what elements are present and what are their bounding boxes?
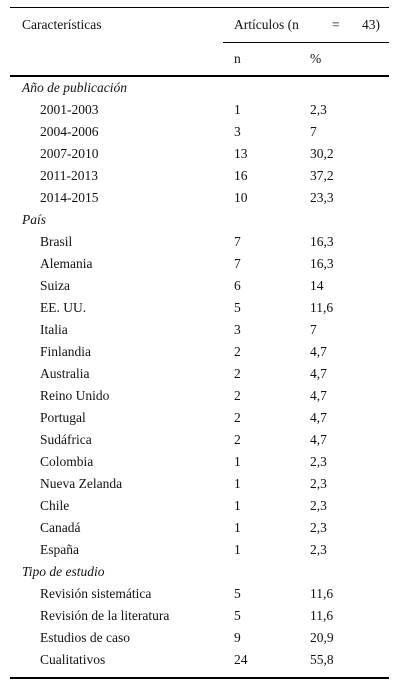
row-label: Suiza bbox=[40, 278, 70, 293]
row-label: España bbox=[40, 542, 79, 557]
section-row bbox=[10, 561, 389, 583]
table-row bbox=[10, 473, 389, 495]
row-label: Sudáfrica bbox=[40, 432, 92, 447]
row-n: 2 bbox=[234, 344, 241, 359]
row-label: 2014-2015 bbox=[40, 190, 99, 205]
row-pct: 30,2 bbox=[310, 146, 334, 161]
table-row bbox=[10, 253, 389, 275]
table-bottom-rule bbox=[10, 677, 389, 679]
table-row bbox=[10, 539, 389, 561]
section-title: País bbox=[22, 212, 47, 227]
row-n: 16 bbox=[234, 168, 248, 183]
section-title: Tipo de estudio bbox=[22, 564, 105, 579]
row-pct: 4,7 bbox=[310, 432, 327, 447]
row-pct: 37,2 bbox=[310, 168, 334, 183]
row-pct: 16,3 bbox=[310, 256, 334, 271]
row-n: 1 bbox=[234, 476, 241, 491]
table-row bbox=[10, 341, 389, 363]
row-n: 24 bbox=[234, 652, 248, 667]
row-n: 7 bbox=[234, 256, 241, 271]
row-pct: 14 bbox=[310, 278, 324, 293]
row-label: Portugal bbox=[40, 410, 86, 425]
row-n: 6 bbox=[234, 278, 241, 293]
row-n: 1 bbox=[234, 542, 241, 557]
row-pct: 4,7 bbox=[310, 410, 327, 425]
table-row bbox=[10, 187, 389, 209]
row-label: Nueva Zelanda bbox=[40, 476, 123, 491]
table-body bbox=[10, 77, 389, 671]
row-pct: 2,3 bbox=[310, 498, 327, 513]
row-pct: 4,7 bbox=[310, 388, 327, 403]
row-n: 1 bbox=[234, 102, 241, 117]
table-row bbox=[10, 517, 389, 539]
row-n: 1 bbox=[234, 454, 241, 469]
row-label: Cualitativos bbox=[40, 652, 106, 667]
row-n: 3 bbox=[234, 322, 241, 337]
row-pct: 2,3 bbox=[310, 454, 327, 469]
table-row bbox=[10, 429, 389, 451]
table-row bbox=[10, 385, 389, 407]
row-n: 10 bbox=[234, 190, 248, 205]
row-label: Colombia bbox=[40, 454, 94, 469]
row-pct: 2,3 bbox=[310, 102, 327, 117]
row-pct: 11,6 bbox=[310, 586, 334, 601]
row-n: 2 bbox=[234, 432, 241, 447]
row-n: 2 bbox=[234, 410, 241, 425]
row-pct: 2,3 bbox=[310, 476, 327, 491]
row-n: 2 bbox=[234, 388, 241, 403]
table-row bbox=[10, 275, 389, 297]
section-title: Año de publicación bbox=[22, 80, 127, 95]
header-n: n bbox=[234, 51, 241, 66]
row-n: 9 bbox=[234, 630, 241, 645]
table-row bbox=[10, 99, 389, 121]
row-label: 2001-2003 bbox=[40, 102, 99, 117]
table-row bbox=[10, 649, 389, 671]
row-pct: 4,7 bbox=[310, 344, 327, 359]
header-articles-label: Artículos (n bbox=[234, 17, 299, 32]
row-pct: 4,7 bbox=[310, 366, 327, 381]
row-pct: 11,6 bbox=[310, 608, 334, 623]
row-n: 7 bbox=[234, 234, 241, 249]
row-n: 3 bbox=[234, 124, 241, 139]
row-label: Revisión sistemática bbox=[40, 586, 152, 601]
section-row bbox=[10, 77, 389, 99]
table-subheader-row bbox=[10, 43, 389, 75]
row-label: Chile bbox=[40, 498, 70, 513]
row-n: 2 bbox=[234, 366, 241, 381]
row-n: 5 bbox=[234, 300, 241, 315]
row-label: Revisión de la literatura bbox=[40, 608, 170, 623]
row-pct: 55,8 bbox=[310, 652, 334, 667]
row-label: Alemania bbox=[40, 256, 93, 271]
row-pct: 2,3 bbox=[310, 520, 327, 535]
row-label: 2007-2010 bbox=[40, 146, 99, 161]
row-n: 13 bbox=[234, 146, 248, 161]
row-pct: 11,6 bbox=[310, 300, 334, 315]
row-label: Australia bbox=[40, 366, 90, 381]
header-articles-total: 43) bbox=[362, 17, 380, 32]
row-pct: 16,3 bbox=[310, 234, 334, 249]
row-n: 5 bbox=[234, 608, 241, 623]
section-row bbox=[10, 209, 389, 231]
row-label: 2011-2013 bbox=[40, 168, 98, 183]
row-pct: 2,3 bbox=[310, 542, 327, 557]
table-row bbox=[10, 297, 389, 319]
row-pct: 20,9 bbox=[310, 630, 334, 645]
table-row bbox=[10, 143, 389, 165]
row-pct: 7 bbox=[310, 124, 317, 139]
header-pct: % bbox=[310, 51, 322, 66]
table-row bbox=[10, 231, 389, 253]
table-row bbox=[10, 451, 389, 473]
table-row bbox=[10, 319, 389, 341]
row-label: Reino Unido bbox=[40, 388, 110, 403]
table-row bbox=[10, 495, 389, 517]
row-n: 5 bbox=[234, 586, 241, 601]
header-articles bbox=[234, 8, 380, 42]
table-row bbox=[10, 165, 389, 187]
row-label: Canadá bbox=[40, 520, 81, 535]
table-row bbox=[10, 407, 389, 429]
row-label: Brasil bbox=[40, 234, 73, 249]
row-n: 1 bbox=[234, 498, 241, 513]
table-row bbox=[10, 605, 389, 627]
row-label: 2004-2006 bbox=[40, 124, 99, 139]
table-header-row bbox=[10, 8, 389, 42]
table-row bbox=[10, 627, 389, 649]
row-label: Finlandia bbox=[40, 344, 91, 359]
row-n: 1 bbox=[234, 520, 241, 535]
row-label: EE. UU. bbox=[40, 300, 87, 315]
row-pct: 23,3 bbox=[310, 190, 334, 205]
header-characteristics: Características bbox=[22, 17, 102, 32]
table-row bbox=[10, 363, 389, 385]
characteristics-table bbox=[10, 7, 389, 679]
row-pct: 7 bbox=[310, 322, 317, 337]
table-row bbox=[10, 121, 389, 143]
header-articles-eq: = bbox=[332, 17, 340, 32]
row-label: Estudios de caso bbox=[40, 630, 130, 645]
table-row bbox=[10, 583, 389, 605]
row-label: Italia bbox=[40, 322, 68, 337]
